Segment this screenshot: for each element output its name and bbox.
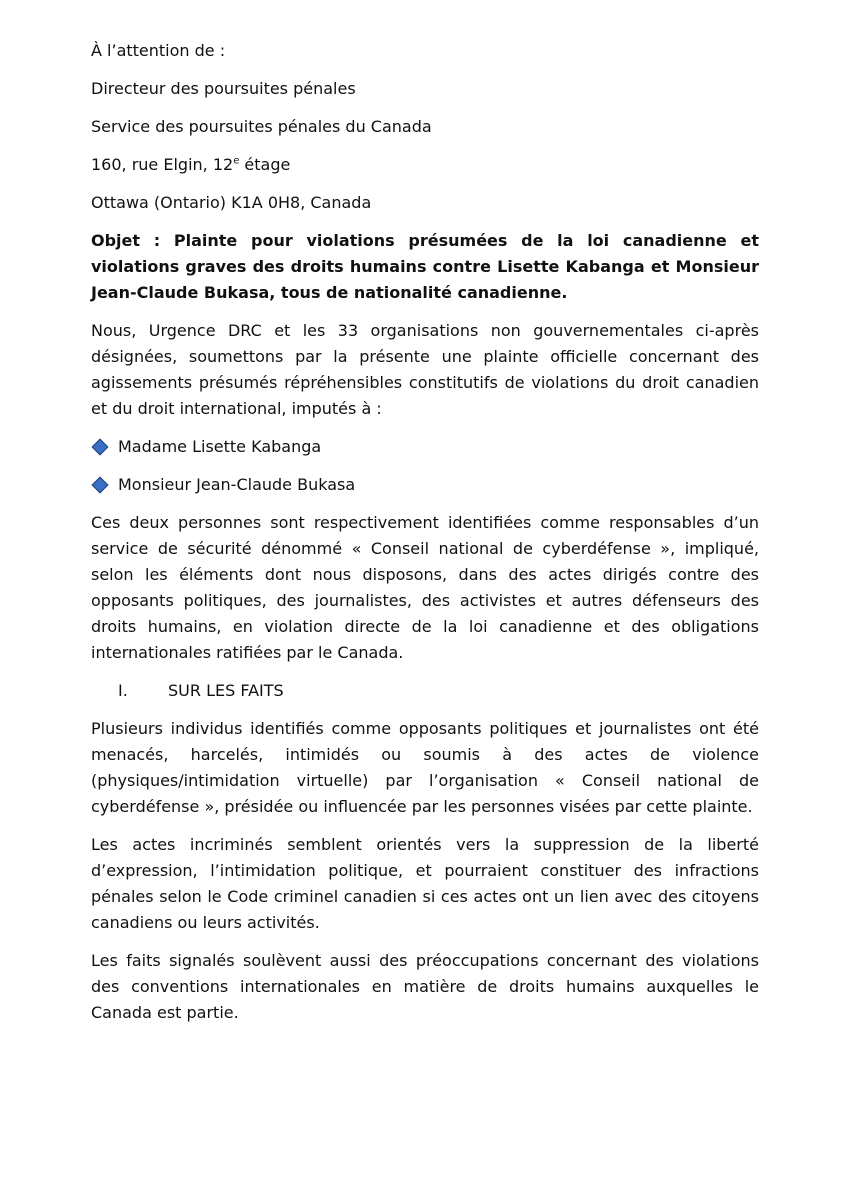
letter-page	[91, 38, 759, 1038]
city-line: Ottawa (Ontario) K1A 0H8, Canada	[91, 193, 372, 212]
facts-paragraph: Les actes incriminés semblent orientés vers la suppression de la liberté d’expression, l’intimidation politique, et pourraient constituer des infractions pénales selon le Code criminel canadien si ces actes ont un lien avec des citoyens canadiens ou leurs activités.	[91, 835, 759, 932]
description-paragraph: Ces deux personnes sont respectivement identifiées comme responsables d’un service de sécurité dénommé « Conseil national de cyberdéfense », impliqué, selon les éléments dont nous disposons, dans des actes dirigés contre des opposants politiques, des journalistes, des activistes et autres défenseurs des droits humains, en violation directe de la loi canadienne et des obligations internationales ratifiées par le Canada.	[91, 513, 759, 662]
street-text: 160, rue Elgin, 12	[91, 155, 234, 174]
facts-paragraph: Les faits signalés soulèvent aussi des préoccupations concernant des violations des conventions internationales en matière de droits humains auxquelles le Canada est partie.	[91, 951, 759, 1022]
section-number: I.	[118, 681, 128, 700]
person-name: Madame Lisette Kabanga	[118, 437, 322, 456]
diamond-bullet-icon	[92, 477, 109, 494]
street-superscript: e	[233, 155, 240, 167]
subject-line: Objet : Plainte pour violations présumées de la loi canadienne et violations graves des droits humains contre Lisette Kabanga et Monsieur Jean-Claude Bukasa, tous de nationalité canadienne.	[91, 231, 759, 302]
section-title: SUR LES FAITS	[168, 681, 284, 700]
service-line: Service des poursuites pénales du Canada	[91, 117, 432, 136]
diamond-bullet-icon	[92, 439, 109, 456]
recipient-line: Directeur des poursuites pénales	[91, 79, 356, 98]
attention-line: À l’attention de :	[91, 41, 226, 60]
person-item	[91, 472, 759, 498]
facts-paragraph: Plusieurs individus identifiés comme opposants politiques et journalistes ont été menacés, harcelés, intimidés ou soumis à des actes de violence (physiques/intimidation virtuelle) par l’organisation « Conseil national de cyberdéfense », présidée ou influencée par les personnes visées par cette plainte.	[91, 719, 759, 816]
person-item	[91, 434, 759, 460]
street-text-after: étage	[239, 155, 291, 174]
street-line	[91, 152, 759, 178]
intro-paragraph: Nous, Urgence DRC et les 33 organisations non gouvernementales ci-après désignées, soumettons par la présente une plainte officielle concernant des agissements présumés répréhensibles constitutifs de violations du droit canadien et du droit international, imputés à :	[91, 321, 759, 418]
section-heading	[91, 678, 759, 704]
person-name: Monsieur Jean-Claude Bukasa	[118, 475, 356, 494]
